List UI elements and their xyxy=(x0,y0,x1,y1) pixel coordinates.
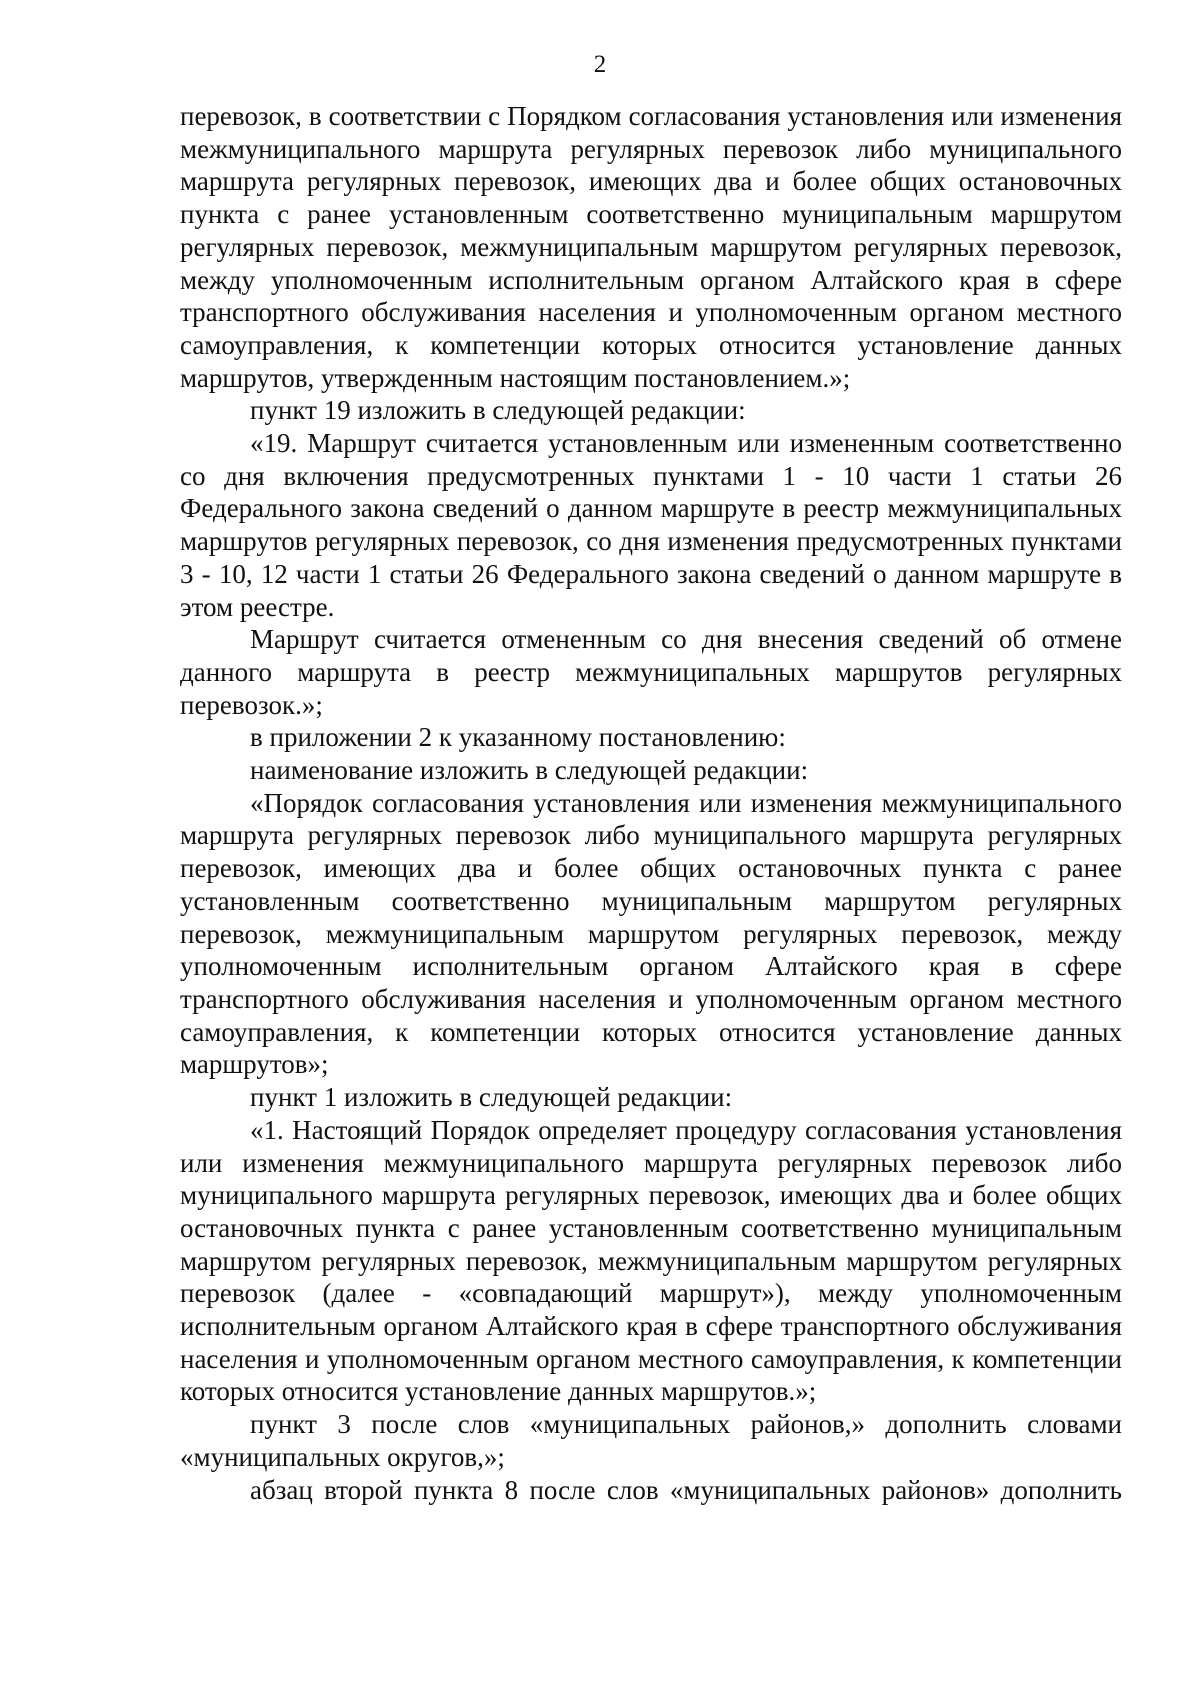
paragraph: пункт 3 после слов «муниципальных районов,» дополнить словами «муниципальных округов,»; xyxy=(180,1409,1122,1472)
paragraph: наименование изложить в следующей редакции: xyxy=(250,755,809,786)
paragraph: пункт 1 изложить в следующей редакции: xyxy=(250,1082,733,1113)
paragraph: «1. Настоящий Порядок определяет процедуру согласования установления или изменения межмуниципального маршрута регулярных перевозок либо муниципального маршрута регулярных перевозок, имеющих два и более общих остановочных пункта с ранее установленным соответственно муниципальным маршрутом регулярных перевозок, межмуниципальным маршрутом регулярных перевозок (далее - «совпадающий маршрут»), между уполномоченным исполнительным органом Алтайского края в сфере транспортного обслуживания населения и уполномоченным органом местного самоуправления, к компетенции которых относится установление данных маршрутов.»; xyxy=(180,1114,1122,1407)
paragraph: Маршрут считается отмененным со дня внесения сведений об отмене данного маршрута в реестр межмуниципальных маршрутов регулярных перевозок.»; xyxy=(180,624,1122,720)
paragraph: «19. Маршрут считается установленным или измененным соответственно со дня включения предусмотренных пунктами 1 - 10 части 1 статьи 26 Федерального закона сведений о данном маршруте в реестр межмуниципальных маршрутов регулярных перевозок, со дня изменения предусмотренных пунктами 3 - 10, 12 части 1 статьи 26 Федерального закона сведений о данном маршруте в этом реестре. xyxy=(180,428,1122,622)
paragraph: «Порядок согласования установления или изменения межмуниципального маршрута регулярных перевозок либо муниципального маршрута регулярных перевозок, имеющих два и более общих остановочных пункта с ранее установленным соответственно муниципальным маршрутом регулярных перевозок, межмуниципальным маршрутом регулярных перевозок, между уполномоченным исполнительным органом Алтайского края в сфере транспортного обслуживания населения и уполномоченным органом местного самоуправления, к компетенции которых относится установление данных маршрутов»; xyxy=(180,787,1122,1080)
document-body xyxy=(180,100,1122,1506)
paragraph: перевозок, в соответствии с Порядком согласования установления или изменения межмуниципального маршрута регулярных перевозок либо муниципального маршрута регулярных перевозок, имеющих два и более общих остановочных пункта с ранее установленным соответственно муниципальным маршрутом регулярных перевозок, межмуниципальным маршрутом регулярных перевозок, между уполномоченным исполнительным органом Алтайского края в сфере транспортного обслуживания населения и уполномоченным органом местного самоуправления, к компетенции которых относится установление данных маршрутов, утвержденным настоящим постановлением.»; xyxy=(180,101,1122,393)
paragraph: в приложении 2 к указанному постановлению: xyxy=(250,722,786,753)
page-number: 2 xyxy=(593,51,607,78)
paragraph: пункт 19 изложить в следующей редакции: xyxy=(250,395,746,426)
paragraph: абзац второй пункта 8 после слов «муниципальных районов» дополнить xyxy=(250,1474,1122,1505)
